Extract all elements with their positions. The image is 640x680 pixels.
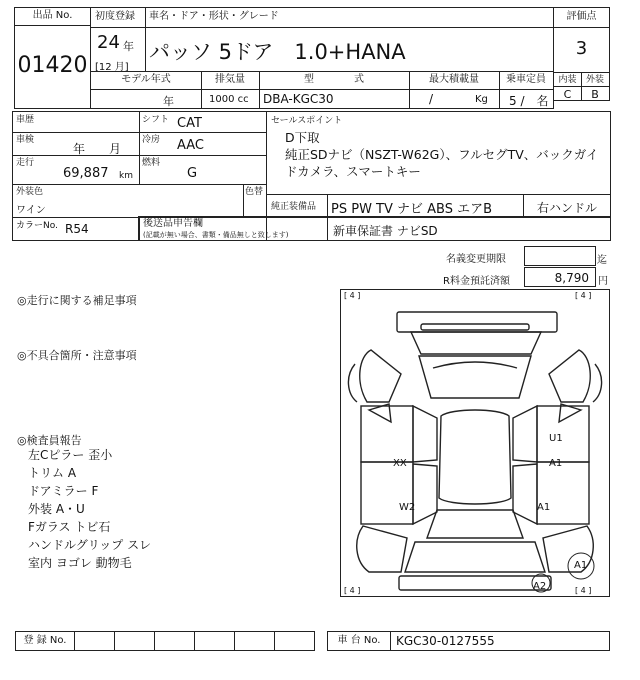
equipment-extra: 新車保証書 ナビSD xyxy=(333,224,438,238)
first-reg-year: 24 xyxy=(97,32,120,53)
sales-points-label: セールスポイント xyxy=(271,116,343,126)
vehicle-info-box xyxy=(90,7,554,109)
displacement-label: 排気量 xyxy=(215,74,245,85)
shift-label: シフト xyxy=(142,115,170,125)
chassis-box xyxy=(327,631,610,651)
equipment-label: 純正装備品 xyxy=(271,202,317,212)
first-reg-month: [12 月] xyxy=(95,62,129,73)
tire-label-rear-left: [ 4 ] xyxy=(344,586,361,595)
max-load-label: 最大積載量 xyxy=(429,74,479,85)
name-change-label: 名義変更期限 xyxy=(446,254,506,265)
tire-label-rear-right: [ 4 ] xyxy=(575,586,592,595)
model-code: DBA-KGC30 xyxy=(263,92,334,106)
chassis-label: 車 台 No. xyxy=(337,635,381,646)
max-load-unit: Kg xyxy=(475,94,488,105)
ac-value: AAC xyxy=(177,138,204,153)
rating-box xyxy=(553,7,610,101)
car-diagram-box xyxy=(340,289,610,597)
recycle-value: 8,790 xyxy=(554,271,589,285)
mark-a1-right-front: A1 xyxy=(549,458,563,469)
score-value: 3 xyxy=(575,38,588,59)
recycle-box xyxy=(524,267,596,287)
mark-a1-rear-wheel: A1 xyxy=(574,560,588,571)
lot-number-label: 出品 No. xyxy=(32,10,73,21)
history-label: 車歴 xyxy=(16,115,35,125)
ext-color-value: ワイン xyxy=(16,205,46,216)
chassis-number: KGC30-0127555 xyxy=(396,634,495,648)
score-label: 評価点 xyxy=(566,11,597,22)
exterior-grade: B xyxy=(591,88,599,101)
capacity-value: 5 / 名 xyxy=(509,94,549,108)
color-no-label: カラーNo. xyxy=(16,221,58,231)
mark-a1-right-rear: A1 xyxy=(537,502,551,513)
inspector-line: ドアミラー F xyxy=(28,484,99,498)
recycle-label: R料金預託済額 xyxy=(443,276,510,287)
equipment-value: PS PW TV ナビ ABS エアB xyxy=(331,202,493,217)
equipment-extra-box xyxy=(327,216,611,241)
driving-notes-label: ◎走行に関する補足事項 xyxy=(17,294,137,307)
lot-number-box xyxy=(14,7,91,109)
inspection-label: 車検 xyxy=(16,135,35,145)
fuel-value: G xyxy=(187,166,198,181)
reg-no-label: 登 録 No. xyxy=(23,635,67,646)
car-diagram xyxy=(341,290,609,596)
inspection-value: 年 月 xyxy=(73,142,122,156)
post-report-note: (記載が無い場合、書類・備品無しと致します) xyxy=(143,231,289,239)
lot-number: 01420 xyxy=(17,53,88,78)
mileage-label: 走行 xyxy=(16,158,35,168)
steering-value: 右ハンドル xyxy=(536,201,597,215)
recycle-unit: 円 xyxy=(598,276,608,287)
mileage-unit: km xyxy=(119,171,133,181)
sales-point-line-2: 純正SDナビ（NSZT-W62G）、フルセグTV、バックガイ xyxy=(285,147,599,162)
inspector-line: 室内 ヨゴレ 動物毛 xyxy=(28,556,132,570)
model-year-unit: 年 xyxy=(163,95,174,108)
exterior-label: 外装 xyxy=(585,75,604,85)
ac-label: 冷房 xyxy=(142,135,161,145)
interior-grade: C xyxy=(563,88,572,101)
name-change-unit: 迄 xyxy=(597,255,607,266)
defects-notes-label: ◎不具合箇所・注意事項 xyxy=(17,349,137,362)
tire-label-front-left: [ 4 ] xyxy=(344,291,361,300)
mileage-value: 69,887 xyxy=(63,166,109,181)
inspector-report-label: ◎検査員報告 xyxy=(17,434,82,447)
capacity-label: 乗車定員 xyxy=(506,74,546,85)
post-report-box xyxy=(138,216,328,241)
mark-xx: XX xyxy=(393,458,407,469)
shift-value: CAT xyxy=(177,116,202,131)
first-reg-year-unit: 年 xyxy=(123,40,134,53)
mark-a2: A2 xyxy=(533,581,547,592)
color-change-label: 色替 xyxy=(245,187,264,197)
inspector-line: トリム A xyxy=(28,466,77,480)
interior-label: 内装 xyxy=(558,75,577,85)
fuel-label: 燃料 xyxy=(142,158,161,168)
reg-no-box xyxy=(15,631,315,651)
ext-color-label: 外装色 xyxy=(16,187,44,197)
inspector-line: ハンドルグリップ スレ xyxy=(28,538,152,552)
max-load-value: / xyxy=(429,92,434,106)
type-label: 型 式 xyxy=(304,74,364,85)
vehicle-name: パッソ 5ドア 1.0+HANA xyxy=(149,40,406,64)
mark-w2: W2 xyxy=(399,502,416,513)
displacement-value: 1000 cc xyxy=(209,94,249,105)
inspector-line: 左Cピラー 歪小 xyxy=(28,448,113,462)
post-report-label: 後送品申告欄 xyxy=(143,218,203,229)
color-no-value: R54 xyxy=(65,222,89,236)
tire-label-front-right: [ 4 ] xyxy=(575,291,592,300)
sales-point-line-1: D下取 xyxy=(285,130,320,145)
sales-points-box xyxy=(266,111,611,195)
first-reg-label: 初度登録 xyxy=(95,11,135,22)
vehicle-name-label: 車名・ドア・形状・グレード xyxy=(149,11,279,22)
name-change-box xyxy=(524,246,596,266)
sales-point-line-3: ドカメラ、スマートキー xyxy=(285,164,421,179)
equipment-box xyxy=(266,194,611,218)
model-year-label: モデル年式 xyxy=(121,74,171,85)
inspector-line: 外装 A・U xyxy=(28,502,85,516)
inspector-line: Fガラス トビ石 xyxy=(28,520,111,534)
mark-u1: U1 xyxy=(549,433,563,444)
